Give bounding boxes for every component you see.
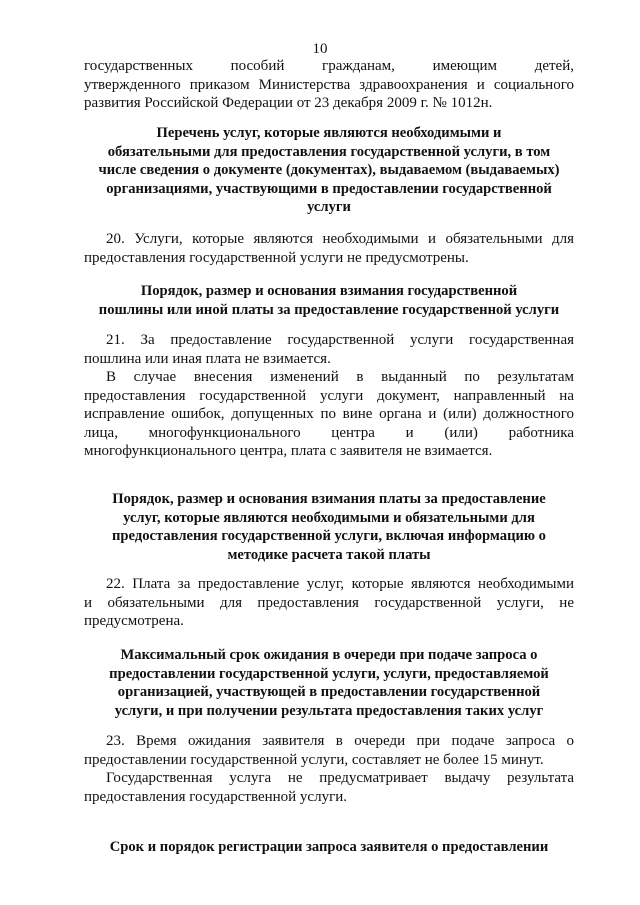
text-line: 23. Время ожидания заявителя в очереди при подаче запроса о (106, 733, 574, 749)
paragraph-23-continued (84, 769, 574, 806)
paragraph-23 (84, 732, 574, 769)
paragraph-22 (84, 575, 574, 631)
text-line: многофункционального центра, плата с заявителя не взимается. (84, 443, 493, 459)
page-number: 10 (312, 41, 328, 57)
text-line: исправление ошибок, допущенных по вине органа и (или) должностного (84, 406, 574, 422)
text-line: пошлина или иная плата не взимается. (84, 350, 331, 367)
intro-paragraph (84, 57, 574, 113)
text-line: развития Российской Федерации от 23 декабря 2009 г. № 1012н. (84, 95, 493, 111)
text-line: предусмотрена. (84, 613, 184, 629)
text-line: 20. Услуги, которые являются необходимыми и обязательными для (106, 231, 574, 247)
text-line: предоставлении государственной услуги, составляет не более 15 минут. (84, 751, 544, 768)
paragraph-21 (84, 331, 574, 368)
text-line: 21. За предоставление государственной услуги государственная (106, 332, 574, 348)
section-heading: Порядок, размер и основания взимания государственной пошлины или иной платы за предоставление государственной услуги (98, 283, 560, 318)
text-line: утвержденного приказом Министерства здравоохранения и социального (84, 76, 574, 93)
paragraph-20 (84, 230, 574, 267)
text-line: лица, многофункционального центра и (или) работника (84, 424, 574, 441)
text-line: Государственная услуга не предусматривает выдачу результата (106, 770, 574, 786)
text-line: и обязательными для предоставления государственной услуги, не (84, 594, 574, 611)
text-line: предоставления государственной услуги документ, направленный на (84, 387, 574, 404)
text-line: В случае внесения изменений в выданный по результатам (106, 369, 574, 385)
text-line: государственных пособий гражданам, имеющим детей, (84, 58, 574, 74)
text-line: предоставления государственной услуги. (84, 788, 348, 805)
paragraph-21-continued (84, 368, 574, 461)
section-heading: Порядок, размер и основания взимания платы за предоставление услуг, которые являются необходимыми и обязательными для предоставления государственной услуги, включая информацию о методике расчета такой платы (112, 491, 546, 563)
text-line: предоставления государственной услуги не предусмотрены. (84, 249, 469, 266)
section-heading: Максимальный срок ожидания в очереди при подаче запроса о предоставлении государственной услуги, услуги, предоставляемой организацией, участвующей в предоставлении государственной услуги, и при получении результата предоставления таких услуг (109, 647, 549, 719)
text-line: 22. Плата за предоставление услуг, которые являются необходимыми (106, 576, 574, 592)
section-heading: Перечень услуг, которые являются необходимыми и обязательными для предоставления государственной услуги, в том числе сведения о документе (документах), выдаваемом (выдаваемых) организациями, участвующими в предоставлении государственной услуги (98, 125, 560, 215)
section-heading: Срок и порядок регистрации запроса заявителя о предоставлении (109, 839, 549, 855)
